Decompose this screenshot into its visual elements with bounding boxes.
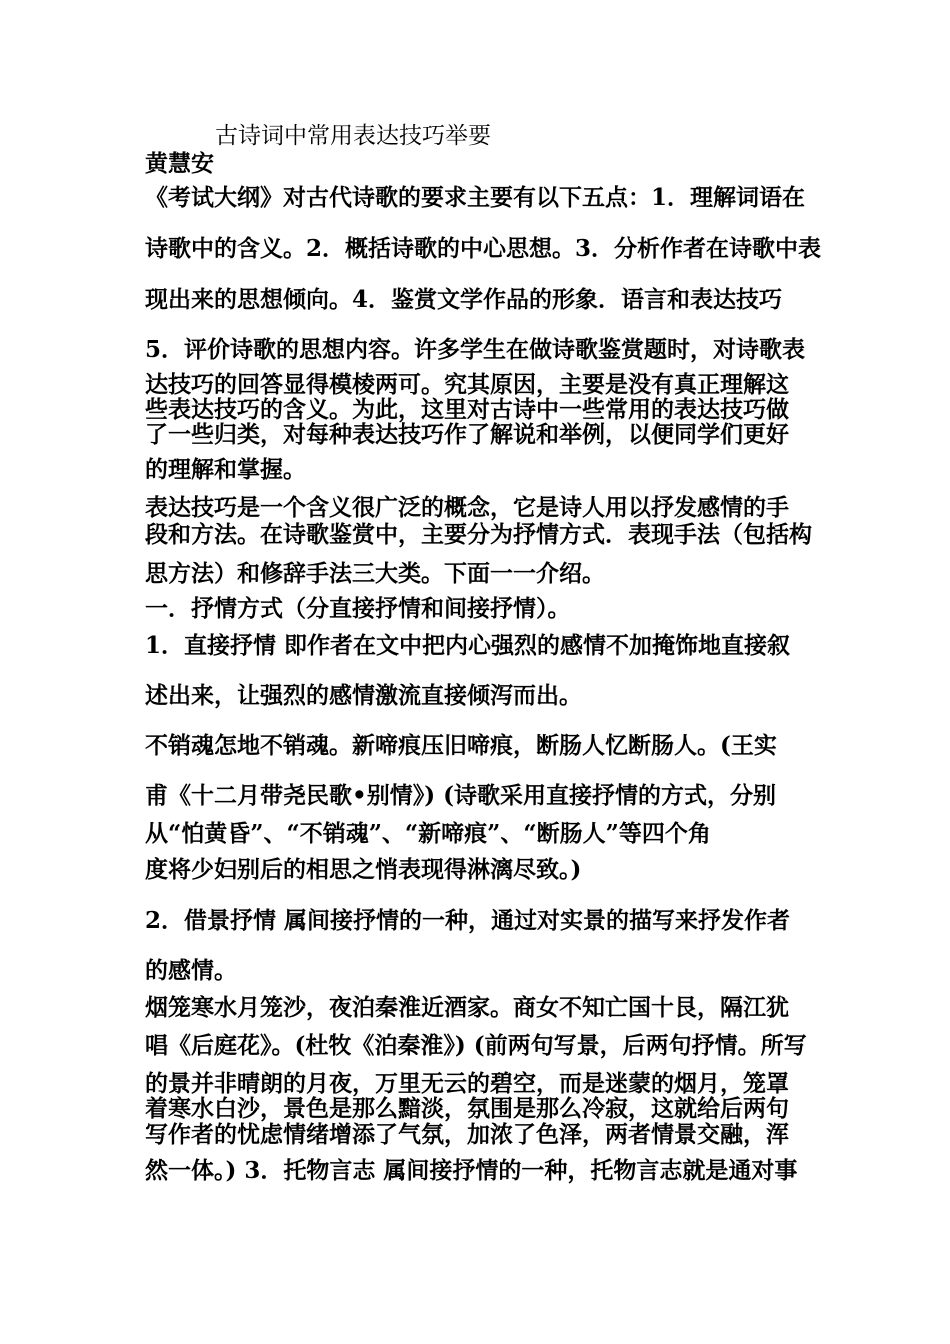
section-heading: 一．抒情方式（分直接抒情和间接抒情）。 <box>145 595 571 622</box>
text-line: 唱《后庭花》。(杜牧《泊秦淮》) (前两句写景，后两句抒情。所写 <box>145 1032 807 1059</box>
document-title: 古诗词中常用表达技巧举要 <box>215 123 491 149</box>
text-line: 思方法）和修辞手法三大类。下面一一介绍。 <box>145 560 605 587</box>
text-line: 甫《十二月带尧民歌•别情》) (诗歌采用直接抒情的方式，分别 <box>145 782 776 809</box>
text-line: 2．借景抒情 属间接抒情的一种，通过对实景的描写来抒发作者 <box>145 907 791 934</box>
text-line: 烟笼寒水月笼沙，夜泊秦淮近酒家。商女不知亡国十艮，隔江犹 <box>145 994 789 1021</box>
text-line: 表达技巧是一个含义很广泛的概念，它是诗人用以抒发感情的手 <box>145 494 789 521</box>
text-line: 1．直接抒情 即作者在文中把内心强烈的感情不加掩饰地直接叙 <box>145 632 791 659</box>
text-line: 的感情。 <box>145 957 237 984</box>
text-line: 5．评价诗歌的思想内容。许多学生在做诗歌鉴赏题时，对诗歌表 <box>145 336 806 363</box>
text-line: 诗歌中的含义。2．概括诗歌的中心思想。3．分析作者在诗歌中表 <box>145 235 822 262</box>
text-line: 写作者的忧虑情绪增添了气氛，加浓了色泽，两者情景交融，浑 <box>145 1121 789 1148</box>
text-line: 度将少妇别后的相思之悄表现得淋漓尽致。) <box>145 856 582 883</box>
text-line: 然一体。) 3．托物言志 属间接抒情的一种，托物言志就是通对事 <box>145 1157 798 1184</box>
text-line: 不销魂怎地不销魂。新啼痕压旧啼痕，断肠人忆断肠人。(王实 <box>145 732 777 759</box>
text-line: 述出来，让强烈的感情激流直接倾泻而出。 <box>145 682 582 709</box>
text-line: 着寒水白沙，景色是那么黯淡，氛围是那么冷寂，这就给后两句 <box>145 1095 789 1122</box>
document-author: 黄慧安 <box>145 150 214 177</box>
text-line: 的理解和掌握。 <box>145 456 306 483</box>
text-line: 的景并非晴朗的月夜，万里无云的碧空，而是迷蒙的烟月，笼罩 <box>145 1070 789 1097</box>
text-line: 从“怕黄昏”、“不销魂”、“新啼痕”、“断肠人”等四个角 <box>145 820 711 847</box>
text-line: 了一些归类，对每种表达技巧作了解说和举例，以便同学们更好 <box>145 421 789 448</box>
text-line: 达技巧的回答显得模棱两可。究其原因，主要是没有真正理解这 <box>145 371 789 398</box>
text-line: 段和方法。在诗歌鉴赏中，主要分为抒情方式．表现手法（包括构 <box>145 521 812 548</box>
text-line: 《考试大纲》对古代诗歌的要求主要有以下五点：1．理解词语在 <box>145 184 806 211</box>
text-line: 现出来的思想倾向。4．鉴赏文学作品的形象．语言和表达技巧 <box>145 286 783 313</box>
text-line: 些表达技巧的含义。为此，这里对古诗中一些常用的表达技巧做 <box>145 396 789 423</box>
